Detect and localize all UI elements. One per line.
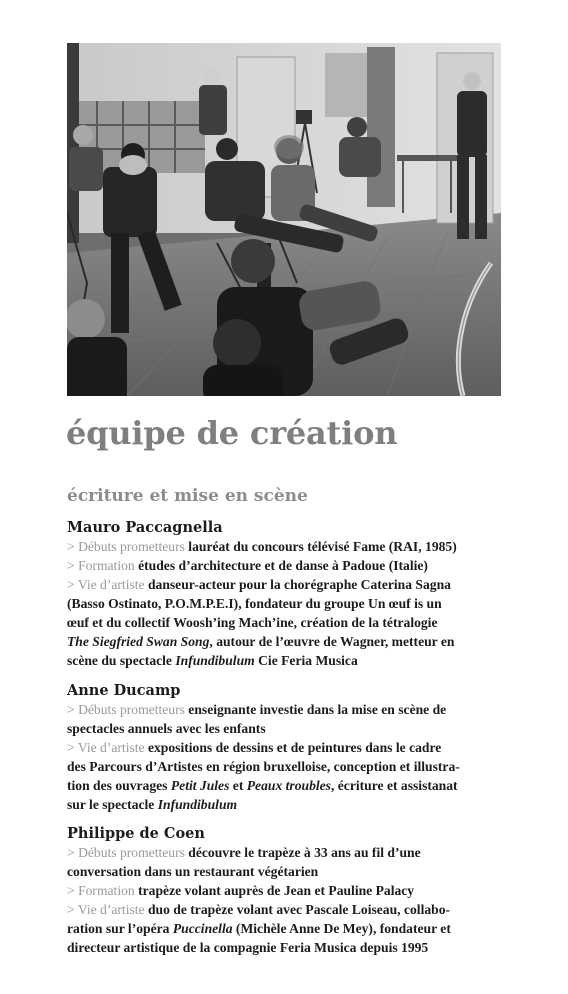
bio-category-label: > Vie d’artiste: [67, 740, 145, 755]
bio-name: Philippe de Coen: [67, 825, 205, 842]
rehearsal-photo-graphic: [67, 43, 501, 396]
bio-line: [67, 575, 501, 594]
bio-text: sur le spectacle: [67, 797, 158, 812]
bio-text: lauréat du concours télévisé Fame (RAI, 1985): [184, 539, 457, 554]
bio-line: [67, 556, 501, 575]
bio-text: conversation dans un restaurant végétarien: [67, 864, 319, 879]
bio-lines: [67, 843, 501, 957]
bio-line: [67, 632, 501, 651]
bio-name: Anne Ducamp: [67, 682, 181, 699]
bio-category-label: > Débuts prometteurs: [67, 845, 185, 860]
bio-mauro-paccagnella: [67, 518, 501, 670]
bio-category-label: > Vie d’artiste: [67, 902, 145, 917]
bio-text: , écriture et assistanat: [330, 778, 458, 793]
bio-line: [67, 843, 501, 862]
bio-lines: [67, 700, 501, 814]
bio-line: [67, 919, 501, 938]
work-title: The Siegfried Swan Song: [67, 634, 210, 649]
bio-name: Mauro Paccagnella: [67, 519, 223, 536]
bio-lines: [67, 537, 501, 670]
bio-line: [67, 719, 501, 738]
bio-line: [67, 776, 501, 795]
bio-text: Cie Feria Musica: [254, 653, 358, 668]
bio-line: [67, 900, 501, 919]
bio-text: spectacles annuels avec les enfants: [67, 721, 266, 736]
work-title: Puccinella: [172, 921, 233, 936]
bio-line: [67, 938, 501, 957]
work-title: Petit Jules: [170, 778, 230, 793]
bio-text: danseur-acteur pour la chorégraphe Caterina Sagna: [144, 577, 451, 592]
bio-text: duo de trapèze volant avec Pascale Loiseau, collabo-: [144, 902, 451, 917]
bio-text: œuf et du collectif Woosh’ing Mach’ine, création de la tétralogie: [67, 615, 438, 630]
page-title: équipe de création: [66, 414, 398, 452]
bio-text: trapèze volant auprès de Jean et Pauline Palacy: [134, 883, 415, 898]
bio-text: scène du spectacle: [67, 653, 176, 668]
bio-line: [67, 700, 501, 719]
bio-text: (Basso Ostinato, P.O.M.P.E.I), fondateur du groupe Un œuf is un: [67, 596, 442, 611]
bio-line: [67, 613, 501, 632]
bio-text: études d’architecture et de danse à Padoue (Italie): [134, 558, 428, 573]
bio-text: expositions de dessins et de peintures dans le cadre: [144, 740, 442, 755]
work-title: Infundibulum: [157, 797, 238, 812]
work-title: Infundibulum: [175, 653, 255, 668]
bio-line: [67, 862, 501, 881]
bio-category-label: > Formation: [67, 558, 135, 573]
bio-text: des Parcours d’Artistes en région bruxelloise, conception et illustra-: [67, 759, 460, 774]
bio-text: tion des ouvrages: [67, 778, 171, 793]
bio-line: [67, 594, 501, 613]
bio-line: [67, 651, 501, 670]
rehearsal-photo: [67, 43, 501, 396]
bio-category-label: > Vie d’artiste: [67, 577, 145, 592]
bio-text: ration sur l’opéra: [67, 921, 173, 936]
bio-category-label: > Débuts prometteurs: [67, 539, 185, 554]
bio-text: (Michèle Anne De Mey), fondateur et: [232, 921, 451, 936]
bio-category-label: > Débuts prometteurs: [67, 702, 185, 717]
bio-line: [67, 757, 501, 776]
bio-text: , autour de l’œuvre de Wagner, metteur en: [209, 634, 455, 649]
bio-text: et: [229, 778, 247, 793]
section-title: écriture et mise en scène: [67, 486, 308, 506]
bio-line: [67, 738, 501, 757]
bio-philippe-de-coen: [67, 824, 501, 957]
bio-line: [67, 795, 501, 814]
bio-text: directeur artistique de la compagnie Feria Musica depuis 1995: [67, 940, 429, 955]
bio-line: [67, 537, 501, 556]
bio-text: enseignante investie dans la mise en scène de: [184, 702, 447, 717]
bio-text: découvre le trapèze à 33 ans au fil d’une: [184, 845, 421, 860]
bio-category-label: > Formation: [67, 883, 135, 898]
work-title: Peaux troubles: [246, 778, 331, 793]
bio-line: [67, 881, 501, 900]
bio-anne-ducamp: [67, 681, 501, 814]
